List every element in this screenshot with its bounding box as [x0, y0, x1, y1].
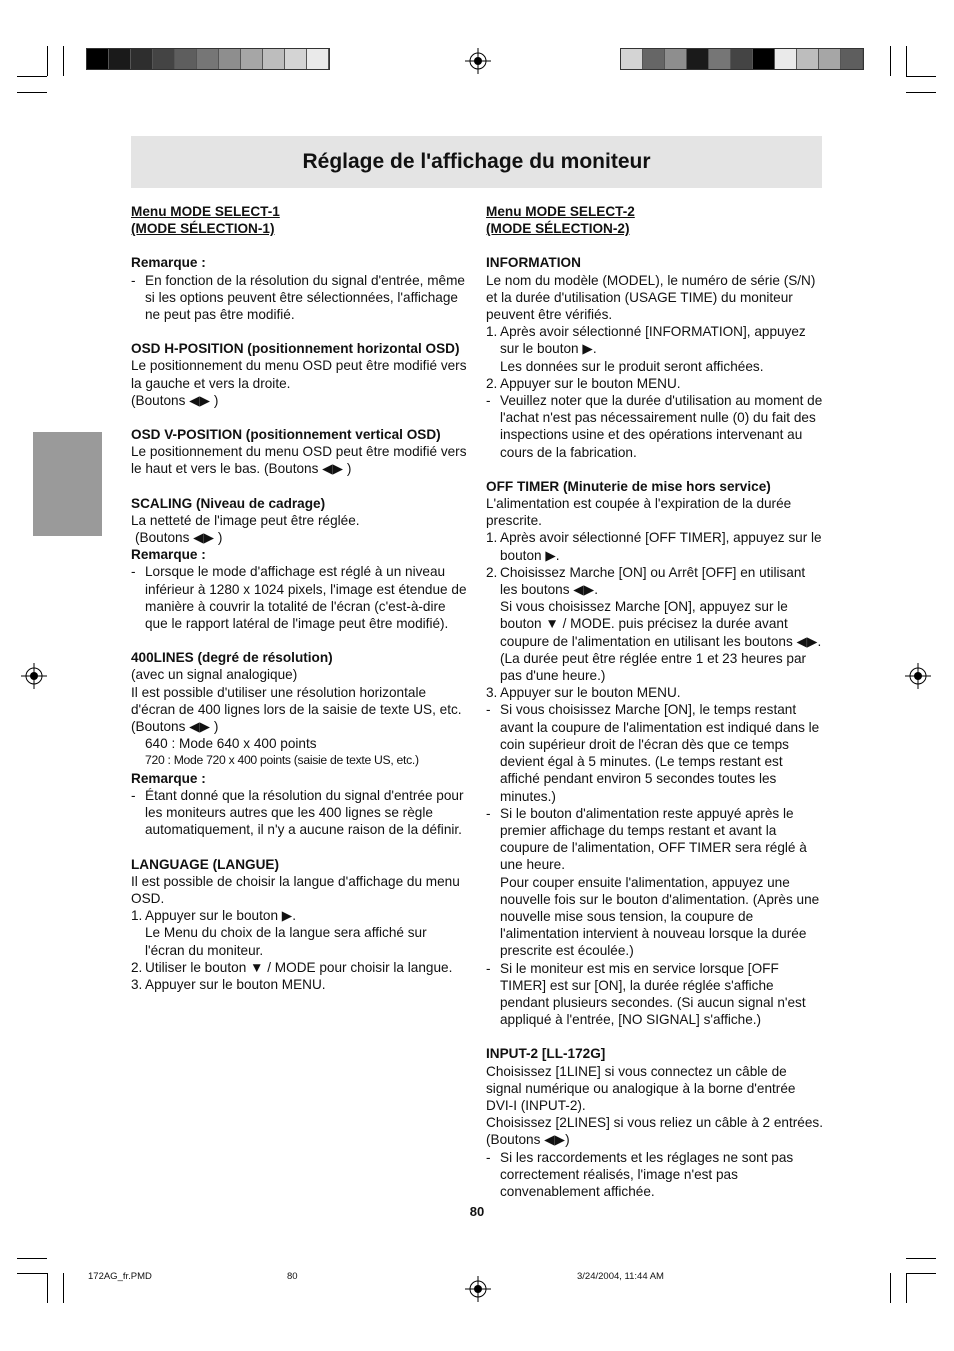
paragraph: La netteté de l'image peut être réglée. [131, 512, 360, 528]
crop-mark [17, 92, 47, 93]
section-heading: OSD H-POSITION (positionnement horizontal OSD) [131, 341, 460, 357]
list-item: - Si les raccordements et les réglages ne sont pas correctement réalisés, l'image n'est pas convenablement affichée. [486, 1149, 794, 1199]
remark-label: Remarque : [131, 255, 206, 271]
crop-mark [906, 92, 936, 93]
numbered-step: 2. Appuyer sur le bouton MENU. [486, 375, 681, 391]
numbered-step: 1. Après avoir sélectionné [OFF TIMER], appuyez sur le bouton ▶. [486, 530, 822, 563]
right-column [486, 203, 824, 1200]
crop-mark [47, 46, 48, 76]
paragraph: (avec un signal analogique) [131, 667, 298, 683]
registration-mark-icon [21, 663, 47, 689]
list-item: - Si le moniteur est mis en service lorsque [OFF TIMER] est sur [ON], la durée réglée s'affiche pendant plusieurs secondes. (Si aucun signal n'est appliqué à l'entrée, [NO SIGNAL] s'affiche.) [486, 960, 806, 1028]
registration-mark-icon [465, 1276, 491, 1302]
list-item: - Si vous choisissez Marche [ON], le temps restant avant la coupure de l'alimentation est indiqué dans le coin supérieur droit de l'écran dès que ce temps devient égal à 5 minutes. (Le temps restant est affiché pendant environ 5 secondes toutes les minutes.) [486, 702, 820, 804]
remark-label: Remarque : [131, 547, 206, 563]
paragraph: L'alimentation est coupée à l'expiration de la durée prescrite. [486, 496, 792, 529]
section-heading: INFORMATION [486, 255, 581, 271]
numbered-step: 3. Appuyer sur le bouton MENU. [486, 685, 681, 701]
menu-title: Menu MODE SELECT-2 [486, 204, 635, 219]
paragraph: Le positionnement du menu OSD peut être modifié vers la gauche et vers la droite. [131, 358, 467, 391]
paragraph: Le positionnement du menu OSD peut être modifié vers le haut et vers le bas. (Boutons ◀▶ ) [131, 444, 467, 477]
crop-mark [906, 1258, 936, 1259]
paragraph: Le Menu du choix de la langue sera affiché sur l'écran du moniteur. [145, 925, 427, 958]
section-heading: OFF TIMER (Minuterie de mise hors service) [486, 478, 771, 494]
menu-title: (MODE SÉLECTION-2) [486, 221, 630, 237]
section-heading: 400LINES (degré de résolution) [131, 650, 333, 666]
numbered-step: 2. Utiliser le bouton ▼ / MODE pour choisir la langue. [131, 959, 453, 975]
crop-mark [906, 1273, 907, 1303]
section-heading: LANGUAGE (LANGUE) [131, 856, 280, 872]
crop-mark [17, 76, 47, 77]
section-heading: SCALING (Niveau de cadrage) [131, 495, 326, 511]
left-column [131, 203, 469, 993]
list-item: - Veuillez noter que la durée d'utilisation au moment de l'achat n'est pas nécessairement nulle (0) du fait des inspections usine et des opérations intervenant au cours de la fabrication. [486, 393, 823, 460]
menu-title: (MODE SÉLECTION-1) [131, 221, 275, 237]
side-tab [33, 432, 102, 536]
crop-mark [906, 46, 907, 76]
color-bar-right [620, 48, 864, 70]
registration-mark-icon [905, 663, 931, 689]
footer-page: 80 [287, 1271, 298, 1282]
paragraph: Choisissez [2LINES] si vous reliez un câble à 2 entrées. (Boutons ◀▶) [486, 1115, 823, 1148]
list-item: - En fonction de la résolution du signal d'entrée, même si les options peuvent être sélectionnées, l'affichage ne peut pas être modifié. [131, 272, 465, 323]
paragraph: Il est possible de choisir la langue d'affichage du menu OSD. [131, 873, 460, 906]
crop-mark [17, 1258, 47, 1259]
page-header [131, 136, 822, 188]
crop-mark [63, 46, 64, 76]
footer-date: 3/24/2004, 11:44 AM [577, 1271, 664, 1282]
paragraph: 720 : Mode 720 x 400 points (saisie de texte US, etc.) [145, 753, 419, 768]
crop-mark [906, 76, 936, 77]
crop-mark [906, 1273, 936, 1274]
remark-label: Remarque : [131, 770, 206, 786]
list-item: - Si le bouton d'alimentation reste appuyé après le premier affichage du temps restant et avant la coupure de l'alimentation, OFF TIMER sera réglé à une heure. [486, 805, 807, 873]
paragraph: Si vous choisissez Marche [ON], appuyez sur le bouton ▼ / MODE. puis précisez la durée avant coupure de l'alimentation en utilisant les boutons ◀▶. (La durée peut être réglée entre 1 et 23 heures par pas d'une heure.) [500, 599, 822, 684]
crop-mark [47, 1273, 48, 1303]
paragraph: Le nom du modèle (MODEL), le numéro de série (S/N) et la durée d'utilisation (USAGE TIME) du moniteur peuvent être vérifiés. [486, 272, 816, 323]
crop-mark [17, 1273, 47, 1274]
paragraph: Pour couper ensuite l'alimentation, appuyez une nouvelle fois sur le bouton d'alimentation. (Après une nouvelle mise sous tension, la coupure de l'alimentation intervient à nouveau lorsque la durée prescrite est écoulée.) [500, 874, 820, 959]
crop-mark [890, 46, 891, 76]
page-title: Réglage de l'affichage du moniteur [302, 150, 651, 173]
registration-mark-icon [465, 48, 491, 74]
page-number: 80 [469, 1204, 485, 1219]
paragraph: Les données sur le produit seront affichées. [500, 358, 764, 374]
numbered-step: 3. Appuyer sur le bouton MENU. [131, 976, 326, 992]
color-bar-left [86, 48, 330, 70]
section-heading: INPUT-2 [LL-172G] [486, 1046, 606, 1062]
paragraph: Il est possible d'utiliser une résolution horizontale d'écran de 400 lignes lors de la saisie de texte US, etc. (Boutons ◀▶ ) [131, 684, 462, 735]
crop-mark [63, 1273, 64, 1303]
list-item: - Étant donné que la résolution du signal d'entrée pour les moniteurs autres que les 400 lignes se règle automatiquement, il n'y a aucune raison de la définir. [131, 787, 464, 838]
menu-title: Menu MODE SELECT-1 [131, 204, 280, 219]
paragraph: 640 : Mode 640 x 400 points [145, 736, 317, 752]
section-heading: OSD V-POSITION (positionnement vertical OSD) [131, 427, 441, 443]
numbered-step: 1. Après avoir sélectionné [INFORMATION], appuyez sur le bouton ▶. [486, 324, 806, 357]
footer-file: 172AG_fr.PMD [88, 1271, 152, 1282]
numbered-step: 2. Choisissez Marche [ON] ou Arrêt [OFF] en utilisant les boutons ◀▶. [486, 564, 806, 598]
crop-mark [890, 1273, 891, 1303]
numbered-step: 1. Appuyer sur le bouton ▶. [131, 908, 297, 924]
paragraph: Choisissez [1LINE] si vous connectez un câble de signal numérique ou analogique à la borne d'entrée DVI-I (INPUT-2). [486, 1063, 796, 1113]
paragraph: (Boutons ◀▶ ) [135, 530, 223, 546]
paragraph: (Boutons ◀▶ ) [131, 392, 219, 408]
list-item: - Lorsque le mode d'affichage est réglé à un niveau inférieur à 1280 x 1024 pixels, l'image est étendue de manière à couvrir la totalité de l'écran (c'est-à-dire que le rapport latéral de l'image peut être modifié). [131, 564, 467, 632]
